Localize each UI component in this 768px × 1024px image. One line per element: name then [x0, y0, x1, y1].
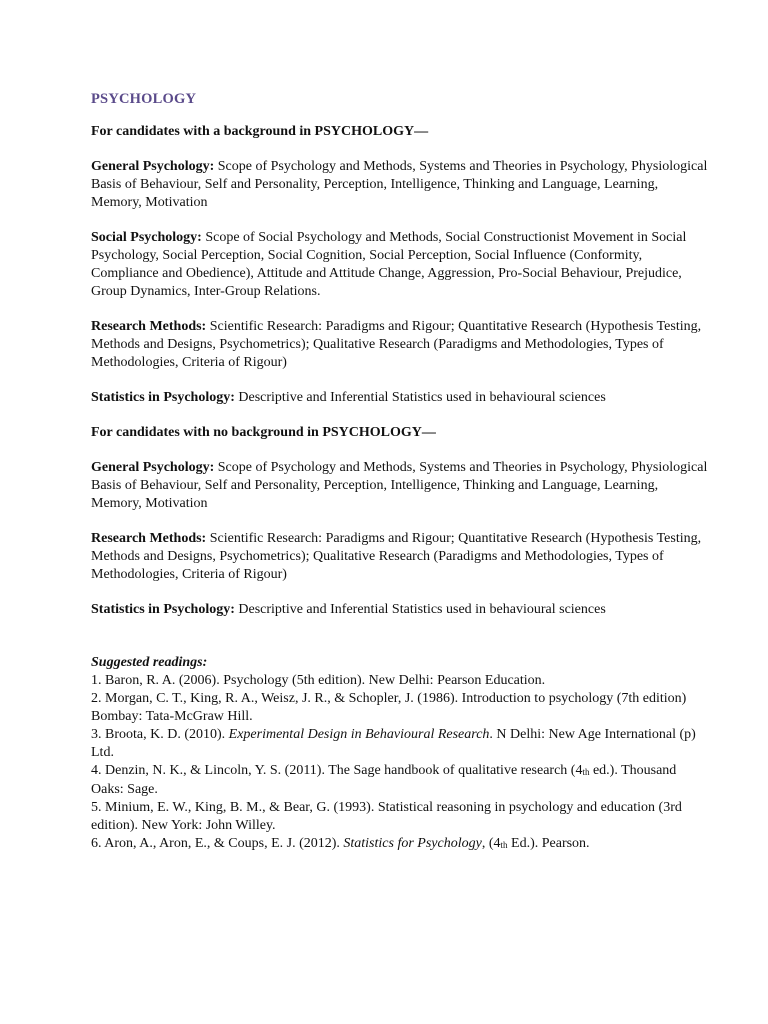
reading-text: ed.). Thousand Oaks: Sage. — [91, 763, 677, 797]
paragraph-label: General Psychology: — [91, 460, 215, 475]
section-heading-with-background: For candidates with a background in PSYCHOLOGY— — [91, 124, 429, 139]
reading-text: Ed.). Pearson. — [507, 836, 590, 851]
ordinal-suffix: th — [582, 767, 590, 777]
page-title: PSYCHOLOGY — [91, 91, 197, 107]
paragraph-text: Scientific Research: Paradigms and Rigour; Quantitative Research (Hypothesis Testing, Methods and Designs, Psychometrics); Qualitative Research (Paradigms and Methodologies, Types of Methodologies, Criteria of Rigour) — [91, 531, 702, 582]
reading-item — [91, 762, 711, 799]
reading-title: Experimental Design in Behavioural Research — [228, 727, 490, 742]
spacer — [91, 636, 711, 654]
reading-text: 4. Denzin, N. K., & Lincoln, Y. S. (2011). The Sage handbook of qualitative research (4 — [91, 763, 583, 778]
paragraph-text: Scope of Psychology and Methods, Systems and Theories in Psychology, Physiological Basis of Behaviour, Self and Personality, Perception, Intelligence, Thinking and Language, Learning, Memory, Motivation — [91, 159, 708, 210]
paragraph-label: Statistics in Psychology: — [91, 390, 235, 405]
reading-item: 2. Morgan, C. T., King, R. A., Weisz, J. R., & Schopler, J. (1986). Introduction to psychology (7th edition) Bombay: Tata-McGraw Hill. — [91, 691, 687, 724]
paragraph-text: Descriptive and Inferential Statistics used in behavioural sciences — [234, 390, 606, 405]
paragraph-text: Descriptive and Inferential Statistics used in behavioural sciences — [234, 602, 606, 617]
paragraph-research-methods — [91, 530, 711, 584]
paragraph-label: Social Psychology: — [91, 230, 202, 245]
paragraph-social-psychology — [91, 229, 711, 301]
document-page — [91, 90, 711, 854]
reading-text: 6. Aron, A., Aron, E., & Coups, E. J. (2012). — [91, 836, 344, 851]
section-heading-no-background: For candidates with no background in PSYCHOLOGY— — [91, 425, 436, 440]
reading-text: , (4 — [481, 836, 501, 851]
paragraph-research-methods — [91, 318, 711, 372]
reading-text: 3. Broota, K. D. (2010). — [91, 727, 229, 742]
reading-item: 1. Baron, R. A. (2006). Psychology (5th edition). New Delhi: Pearson Education. — [91, 673, 546, 688]
paragraph-label: General Psychology: — [91, 159, 215, 174]
reading-item — [91, 726, 711, 762]
paragraph-label: Statistics in Psychology: — [91, 602, 235, 617]
ordinal-suffix: th — [500, 840, 508, 850]
paragraph-statistics — [91, 601, 711, 619]
paragraph-label: Research Methods: — [91, 531, 207, 546]
readings-list — [91, 672, 711, 854]
paragraph-text: Scope of Social Psychology and Methods, Social Constructionist Movement in Social Psychology, Social Perception, Social Cognition, Social Perception, Social Influence (Conformity, Compliance and Obedience), Attitude and Attitude Change, Aggression, Pro-Social Behaviour, Prejudice, Group Dynamics, Inter-Group Relations. — [91, 230, 687, 299]
readings-heading: Suggested readings: — [91, 655, 208, 670]
paragraph-general-psychology — [91, 459, 711, 513]
reading-title: Statistics for Psychology — [343, 836, 482, 851]
paragraph-general-psychology — [91, 158, 711, 212]
paragraph-text: Scientific Research: Paradigms and Rigour; Quantitative Research (Hypothesis Testing, Methods and Designs, Psychometrics); Qualitative Research (Paradigms and Methodologies, Types of Methodologies, Criteria of Rigour) — [91, 319, 702, 370]
paragraph-label: Research Methods: — [91, 319, 207, 334]
paragraph-text: Scope of Psychology and Methods, Systems and Theories in Psychology, Physiological Basis of Behaviour, Self and Personality, Perception, Intelligence, Thinking and Language, Learning, Memory, Motivation — [91, 460, 708, 511]
reading-item — [91, 835, 711, 854]
reading-item: 5. Minium, E. W., King, B. M., & Bear, G. (1993). Statistical reasoning in psychology and education (3rd edition). New York: John Willey. — [91, 800, 682, 833]
paragraph-statistics — [91, 389, 711, 407]
reading-text: . N Delhi: New Age International (p) Ltd. — [91, 727, 696, 760]
